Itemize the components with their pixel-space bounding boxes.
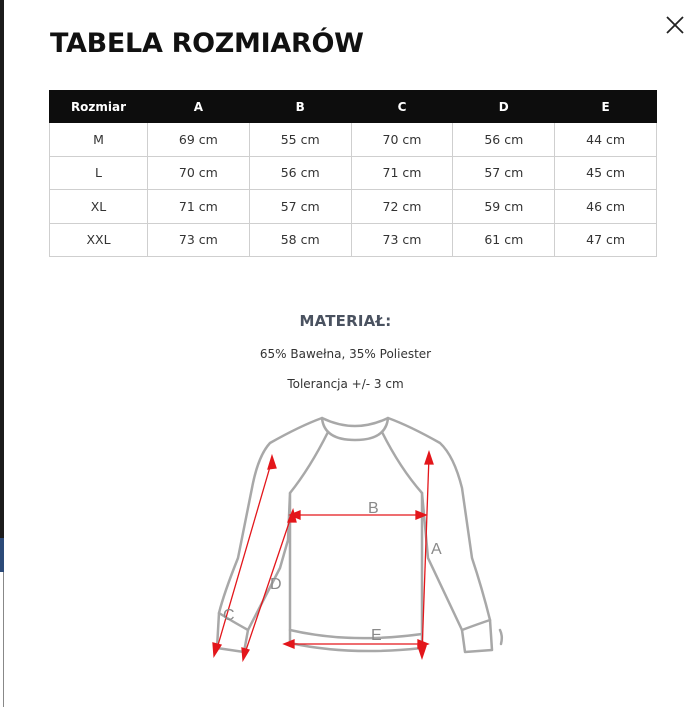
table-cell: XL — [50, 190, 148, 224]
diagram-label-d: D — [270, 576, 282, 593]
table-row — [50, 190, 657, 224]
column-header-e: E — [555, 91, 657, 123]
table-cell: M — [50, 123, 148, 157]
table-header-row — [50, 91, 657, 123]
diagram-label-e: E — [371, 627, 382, 644]
table-cell: 57 cm — [453, 156, 555, 190]
diagram-label-b: B — [368, 500, 379, 517]
table-cell: L — [50, 156, 148, 190]
arrow-head — [425, 452, 433, 464]
diagram-label-c: C — [223, 607, 235, 624]
background-edge-blue — [0, 538, 4, 572]
arrow-head — [242, 648, 249, 660]
column-header-d: D — [453, 91, 555, 123]
table-cell: XXL — [50, 223, 148, 257]
column-header-size: Rozmiar — [50, 91, 148, 123]
table-cell: 69 cm — [148, 123, 250, 157]
table-cell: 47 cm — [555, 223, 657, 257]
background-edge-white — [0, 572, 4, 707]
table-cell: 55 cm — [249, 123, 351, 157]
sweatshirt-outline — [217, 418, 502, 652]
garment-measurement-diagram — [200, 408, 510, 663]
table-cell: 45 cm — [555, 156, 657, 190]
close-icon — [664, 14, 686, 36]
close-button[interactable] — [664, 14, 686, 36]
table-row — [50, 223, 657, 257]
table-cell: 44 cm — [555, 123, 657, 157]
modal-title: TABELA ROZMIARÓW — [50, 28, 364, 59]
table-cell: 61 cm — [453, 223, 555, 257]
material-title: MATERIAŁ: — [299, 312, 392, 330]
table-cell: 46 cm — [555, 190, 657, 224]
table-cell: 58 cm — [249, 223, 351, 257]
table-cell: 71 cm — [148, 190, 250, 224]
table-cell: 57 cm — [249, 190, 351, 224]
table-cell: 70 cm — [351, 123, 453, 157]
table-cell: 56 cm — [249, 156, 351, 190]
material-composition: 65% Bawełna, 35% Poliester — [259, 347, 432, 361]
size-table — [49, 90, 657, 257]
table-row — [50, 123, 657, 157]
table-cell: 73 cm — [351, 223, 453, 257]
material-tolerance: Tolerancja +/- 3 cm — [287, 377, 404, 391]
table-cell: 73 cm — [148, 223, 250, 257]
column-header-a: A — [148, 91, 250, 123]
table-cell: 56 cm — [453, 123, 555, 157]
table-cell: 72 cm — [351, 190, 453, 224]
column-header-b: B — [249, 91, 351, 123]
column-header-c: C — [351, 91, 453, 123]
table-cell: 71 cm — [351, 156, 453, 190]
table-row — [50, 156, 657, 190]
arrow-head — [268, 456, 276, 469]
sweatshirt-diagram — [200, 408, 510, 663]
table-cell: 59 cm — [453, 190, 555, 224]
table-cell: 70 cm — [148, 156, 250, 190]
diagram-label-a: A — [431, 541, 442, 558]
